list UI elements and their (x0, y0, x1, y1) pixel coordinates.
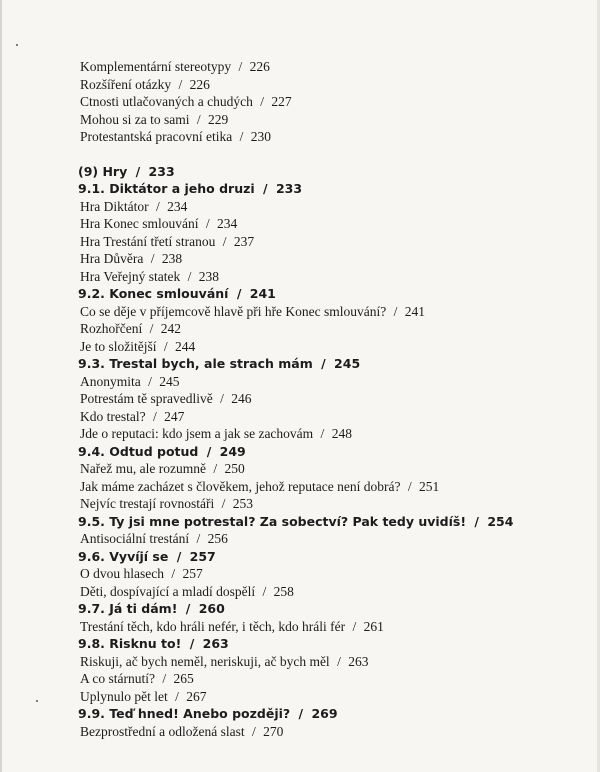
toc-entry (80, 670, 570, 688)
toc-entry-title: 9.4. Odtud potud (78, 443, 199, 459)
toc-entry-title: O dvou hlasech (80, 566, 164, 581)
toc-entry-title: Hra Konec smlouvání (80, 216, 199, 231)
toc-entry (80, 111, 570, 129)
toc-entry-page: 226 (189, 76, 210, 92)
scan-speck (36, 700, 38, 702)
toc-separator: / (185, 601, 191, 616)
toc-separator: / (352, 618, 357, 634)
toc-entry-page: 242 (160, 321, 181, 336)
toc-entry-page: 244 (175, 338, 196, 354)
toc-entry-title: Bezprostřední a odložená slast (80, 723, 245, 739)
toc-entry-title: 9.1. Diktátor a jeho druzi (78, 181, 255, 196)
toc-entry-title: Hra Diktátor (80, 198, 149, 214)
toc-entry-page: 261 (363, 618, 384, 634)
toc-separator: / (262, 583, 267, 599)
toc-heading (78, 635, 570, 653)
toc-separator: / (135, 163, 141, 179)
toc-separator: / (189, 636, 195, 651)
toc-entry-page: 263 (202, 636, 229, 651)
toc-entry-page: 238 (161, 251, 183, 266)
toc-separator: / (213, 461, 218, 476)
toc-entry-page: 249 (219, 443, 246, 459)
toc-entry (80, 530, 570, 548)
toc-separator: / (221, 496, 226, 511)
toc-entry-title: Rozhořčení (80, 321, 143, 336)
toc-entry (80, 723, 570, 741)
toc-entry (80, 320, 570, 338)
toc-entry (80, 128, 570, 146)
toc-entry-title: Komplementární stereotypy (80, 59, 232, 74)
toc-entry-page: 245 (159, 373, 180, 389)
toc-entry-page: 238 (198, 268, 219, 284)
toc-separator: / (206, 443, 212, 459)
toc-separator: / (393, 303, 398, 319)
toc-entry (80, 233, 570, 251)
toc-heading (78, 705, 570, 723)
toc-entry-title: Jde o reputaci: kdo jsem a jak se zachovám (80, 426, 314, 441)
toc-entry-title: Co se děje v příjemcově hlavě při hře Konec smlouvání? (80, 303, 387, 319)
toc-entry-title: Nejvíc trestají rovnostáři (80, 496, 215, 511)
toc-entry-page: 260 (198, 601, 225, 616)
toc-separator: / (149, 321, 154, 336)
toc-separator: / (178, 76, 183, 92)
toc-entry-page: 237 (233, 233, 255, 249)
toc-entry-page: 267 (186, 688, 207, 704)
toc-entry (80, 478, 570, 496)
toc-entry-page: 227 (271, 94, 292, 109)
toc-heading (78, 443, 570, 461)
toc-separator: / (150, 251, 155, 266)
toc-separator: / (337, 653, 341, 669)
toc-entry-title: Trestání těch, kdo hráli nefér, i těch, kdo hráli fér (80, 618, 346, 634)
toc-entry-page: 246 (231, 391, 252, 406)
toc-entry-page: 233 (148, 163, 175, 179)
toc-entry (80, 338, 570, 356)
toc-entry-page: 256 (207, 531, 228, 546)
toc-entry-page: 241 (249, 286, 276, 301)
toc-entry-title: Anonymita (80, 373, 141, 389)
toc-separator: / (298, 706, 304, 721)
toc-entry (80, 250, 570, 268)
toc-entry-page: 229 (208, 111, 229, 127)
toc-separator: / (239, 129, 244, 144)
toc-entry-page: 247 (164, 408, 185, 424)
toc-separator: / (238, 59, 243, 74)
toc-separator: / (220, 391, 224, 406)
toc-entry-page: 253 (232, 496, 253, 511)
toc-heading (78, 513, 570, 531)
toc-entry-title: A co stárnutí? (80, 671, 155, 686)
toc-entry-title: Kdo trestal? (80, 408, 146, 424)
toc-separator: / (148, 373, 152, 389)
toc-spacer (80, 146, 570, 163)
toc-entry (80, 373, 570, 391)
toc-entry (80, 583, 570, 601)
toc-entry-title: Hra Veřejný statek (80, 268, 181, 284)
toc-entry-page: 269 (311, 706, 338, 721)
toc-entry (80, 215, 570, 233)
toc-entry (80, 688, 570, 706)
toc-separator: / (155, 198, 160, 214)
toc-separator: / (196, 531, 201, 546)
toc-separator: / (171, 566, 176, 581)
toc-heading (78, 180, 570, 198)
toc-entry (80, 653, 570, 671)
toc-heading (78, 163, 570, 181)
scan-speck (16, 44, 18, 46)
toc-separator: / (263, 181, 268, 196)
toc-entry-page: 254 (487, 513, 514, 529)
toc-entry-title: Hra Trestání třetí stranou (80, 233, 216, 249)
toc-entry (80, 495, 570, 513)
toc-entry (80, 618, 570, 636)
toc-entry-title: Děti, dospívající a mladí dospělí (80, 583, 256, 599)
toc-entry (80, 390, 570, 408)
toc-separator: / (251, 723, 256, 739)
toc-heading (78, 600, 570, 618)
toc-entry-page: 257 (182, 566, 203, 581)
toc-entry (80, 58, 570, 76)
toc-entry-page: 263 (348, 653, 369, 669)
toc-entry-title: Protestantská pracovní etika (80, 129, 233, 144)
toc-entry-title: Potrestám tě spravedlivě (80, 391, 213, 406)
toc-entry-page: 270 (263, 723, 284, 739)
toc-entry-title: 9.2. Konec smlouvání (78, 286, 229, 301)
toc-entry-title: 9.8. Risknu to! (78, 636, 182, 651)
toc-entry (80, 268, 570, 286)
toc-separator: / (175, 688, 179, 704)
toc-entry (80, 565, 570, 583)
toc-entry (80, 93, 570, 111)
toc-separator: / (260, 94, 264, 109)
toc-entry-page: 250 (224, 461, 245, 476)
toc-entry-title: Rozšíření otázky (80, 76, 172, 92)
toc-entry (80, 198, 570, 216)
toc-heading (78, 355, 570, 373)
toc-separator: / (407, 478, 412, 494)
table-of-contents (80, 58, 570, 740)
toc-separator: / (196, 111, 201, 127)
toc-entry-title: Jak máme zacházet s člověkem, jehož reputace není dobrá? (80, 478, 401, 494)
toc-entry-page: 245 (334, 356, 361, 371)
toc-entry-page: 233 (275, 181, 303, 196)
toc-separator: / (321, 356, 326, 371)
toc-entry-page: 234 (216, 216, 238, 231)
toc-entry-title: 9.9. Teď hned! Anebo později? (78, 706, 291, 721)
toc-heading (78, 285, 570, 303)
toc-separator: / (320, 426, 325, 441)
toc-separator: / (222, 233, 227, 249)
toc-entry (80, 460, 570, 478)
toc-separator: / (205, 216, 210, 231)
toc-entry-title: 9.3. Trestal bych, ale strach mám (78, 356, 313, 371)
toc-separator: / (187, 268, 192, 284)
toc-entry (80, 408, 570, 426)
toc-entry-title: (9) Hry (78, 163, 128, 179)
toc-entry-title: Hra Důvěra (80, 251, 144, 266)
toc-entry-page: 234 (167, 198, 188, 214)
toc-entry-title: Ctnosti utlačovaných a chudých (80, 94, 253, 109)
toc-entry-page: 241 (404, 303, 426, 319)
toc-entry-page: 257 (189, 548, 216, 564)
toc-entry-title: 9.6. Vyvíjí se (78, 548, 169, 564)
toc-entry-title: 9.7. Já ti dám! (78, 601, 178, 616)
toc-entry-title: Riskuji, ač bych neměl, neriskuji, ač bych měl (80, 653, 330, 669)
toc-separator: / (474, 513, 479, 529)
toc-entry-page: 248 (331, 426, 352, 441)
toc-separator: / (152, 408, 157, 424)
toc-entry-page: 258 (273, 583, 294, 599)
toc-entry-title: Mohou si za to sami (80, 111, 190, 127)
toc-separator: / (162, 671, 167, 686)
toc-separator: / (236, 286, 242, 301)
toc-entry-page: 226 (249, 59, 270, 74)
toc-separator: / (176, 548, 182, 564)
toc-entry-title: 9.5. Ty jsi mne potrestal? Za sobectví? Pak tedy uvidíš! (78, 513, 467, 529)
toc-separator: / (163, 338, 168, 354)
toc-entry-title: Antisociální trestání (80, 531, 190, 546)
toc-entry-title: Nařež mu, ale rozumně (80, 461, 206, 476)
toc-entry-title: Je to složitější (80, 338, 157, 354)
page-edge-left (0, 0, 2, 772)
toc-entry (80, 303, 570, 321)
toc-entry-title: Uplynulo pět let (80, 688, 168, 704)
toc-entry (80, 76, 570, 94)
toc-heading (78, 548, 570, 566)
toc-entry-page: 230 (250, 129, 271, 144)
toc-entry (80, 425, 570, 443)
toc-entry-page: 251 (418, 478, 440, 494)
toc-entry-page: 265 (173, 671, 194, 686)
